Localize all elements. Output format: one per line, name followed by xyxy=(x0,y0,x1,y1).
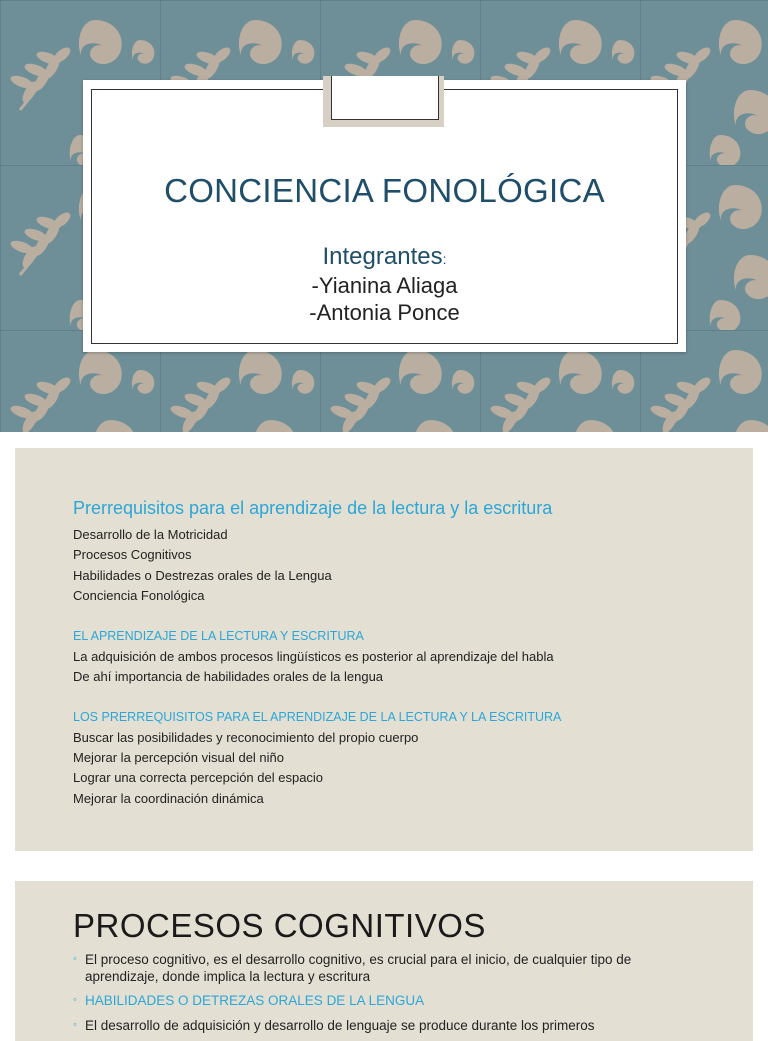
list-item: Desarrollo de la Motricidad xyxy=(73,527,228,542)
bullet-icon: ◦ xyxy=(73,1019,77,1031)
bullet-item xyxy=(73,951,695,985)
slide-heading: Prerrequisitos para el aprendizaje de la lectura y la escritura xyxy=(73,498,553,518)
title-slide xyxy=(0,0,768,432)
slide-title: CONCIENCIA FONOLÓGICA xyxy=(164,172,605,209)
member-name: -Yianina Aliaga xyxy=(311,273,458,298)
list-item: Mejorar la percepción visual del niño xyxy=(73,750,285,765)
bullet-icon: ◦ xyxy=(73,953,77,965)
section-heading: EL APRENDIZAJE DE LA LECTURA Y ESCRITURA xyxy=(73,629,364,643)
bullet-text: El desarrollo de adquisición y desarrollo de lenguaje se produce durante los primeros xyxy=(85,1018,595,1033)
list-item: La adquisición de ambos procesos lingüísticos es posterior al aprendizaje del habla xyxy=(73,649,554,664)
cognitive-processes-slide xyxy=(15,881,753,1041)
title-card-tab-inner xyxy=(331,76,439,120)
section-heading: LOS PRERREQUISITOS PARA EL APRENDIZAJE DE LA LECTURA Y LA ESCRITURA xyxy=(73,710,562,724)
subtitle-colon: : xyxy=(442,251,447,267)
member-name: -Antonia Ponce xyxy=(309,300,460,325)
bullet-item xyxy=(73,1017,695,1034)
list-item: Conciencia Fonológica xyxy=(73,588,205,603)
list-item: De ahí importancia de habilidades orales de la lengua xyxy=(73,669,384,684)
bullet-text: El proceso cognitivo, es el desarrollo cognitivo, es crucial para el inicio, de cualquier tipo de aprendizaje, donde implica la lectura y escritura xyxy=(85,952,632,984)
list-item: Lograr una correcta percepción del espacio xyxy=(73,770,324,785)
bullet-item xyxy=(73,992,695,1009)
list-item: Buscar las posibilidades y reconocimiento del propio cuerpo xyxy=(73,730,419,745)
slide-title: PROCESOS COGNITIVOS xyxy=(73,907,486,944)
list-item: Procesos Cognitivos xyxy=(73,547,192,562)
bullet-text: HABILIDADES O DETREZAS ORALES DE LA LENGUA xyxy=(85,993,425,1008)
prerequisites-slide xyxy=(15,448,753,851)
list-item: Habilidades o Destrezas orales de la Lengua xyxy=(73,568,332,583)
list-item: Mejorar la coordinación dinámica xyxy=(73,791,264,806)
subtitle-label-text: Integrantes xyxy=(322,243,443,270)
subtitle-label xyxy=(83,243,686,271)
bullet-icon: ◦ xyxy=(73,994,77,1006)
